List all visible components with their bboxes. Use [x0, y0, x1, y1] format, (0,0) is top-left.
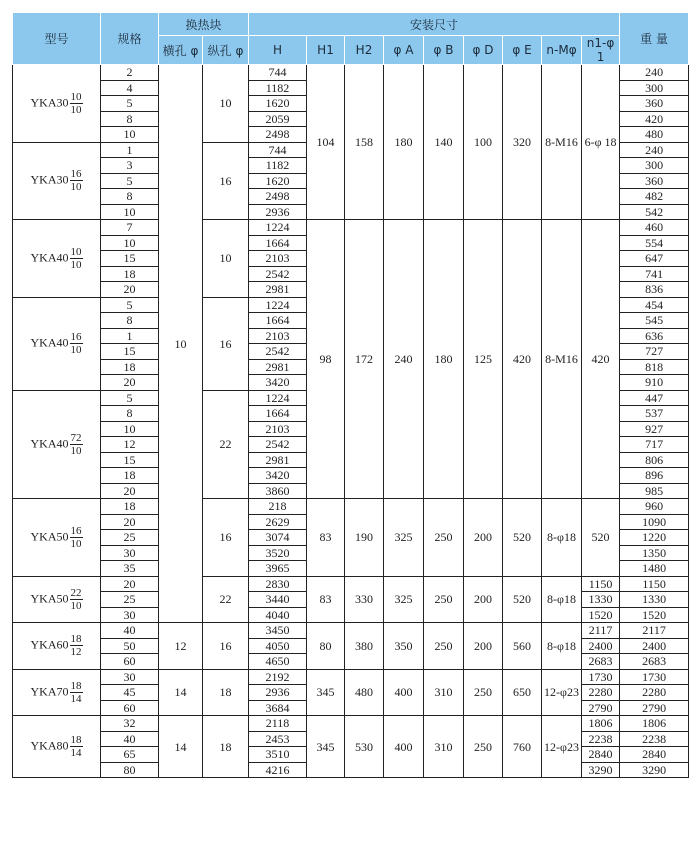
- fraction-numerator: 18: [70, 679, 82, 692]
- nM-cell: 8-M16: [542, 65, 582, 220]
- horiz-hole-cell: 14: [159, 716, 203, 778]
- weight-cell: 2280: [620, 685, 689, 701]
- model-fraction: [70, 168, 83, 193]
- h-cell: 1182: [249, 158, 307, 174]
- spec-cell: 30: [101, 545, 159, 561]
- n1-cell: 2117: [582, 623, 620, 639]
- h-cell: 4216: [249, 762, 307, 778]
- spec-cell: 35: [101, 561, 159, 577]
- phiA-cell: 325: [384, 576, 424, 623]
- spec-cell: 8: [101, 406, 159, 422]
- model-fraction: [70, 331, 83, 356]
- model-fraction: [70, 587, 83, 612]
- h-cell: 4040: [249, 607, 307, 623]
- table-row: [13, 623, 689, 639]
- h-cell: 1620: [249, 173, 307, 189]
- model-base: YKA70: [30, 684, 69, 698]
- horiz-hole-cell: 12: [159, 623, 203, 670]
- model-name: [13, 220, 101, 298]
- weight-cell: 554: [620, 235, 689, 251]
- weight-cell: 985: [620, 483, 689, 499]
- h-cell: 2453: [249, 731, 307, 747]
- weight-cell: 960: [620, 499, 689, 515]
- spec-cell: 10: [101, 127, 159, 143]
- weight-cell: 300: [620, 158, 689, 174]
- h-cell: 3074: [249, 530, 307, 546]
- weight-cell: 2117: [620, 623, 689, 639]
- spec-cell: 2: [101, 65, 159, 81]
- h-cell: 1664: [249, 235, 307, 251]
- model-base: YKA80: [30, 738, 69, 753]
- phiB-cell: 250: [424, 499, 464, 577]
- header-phiA: φ A: [384, 36, 424, 65]
- weight-cell: 717: [620, 437, 689, 453]
- spec-cell: 10: [101, 204, 159, 220]
- weight-cell: 2840: [620, 747, 689, 763]
- vert-hole-cell: 16: [203, 623, 249, 670]
- table-body: [13, 65, 689, 778]
- model-base: YKA40: [30, 335, 69, 350]
- weight-cell: 542: [620, 204, 689, 220]
- h-cell: 1224: [249, 297, 307, 313]
- nM-cell: 8-φ18: [542, 499, 582, 577]
- h-cell: 3510: [249, 747, 307, 763]
- h-cell: 2059: [249, 111, 307, 127]
- header-model: 型号: [13, 13, 101, 65]
- weight-cell: 447: [620, 390, 689, 406]
- spec-cell: 1: [101, 328, 159, 344]
- model-base: YKA30: [30, 95, 69, 109]
- fraction-numerator: 72: [70, 431, 82, 444]
- h-cell: 3965: [249, 561, 307, 577]
- spec-cell: 20: [101, 576, 159, 592]
- h-cell: 2981: [249, 359, 307, 375]
- h-cell: 2103: [249, 421, 307, 437]
- fraction-denominator: 10: [70, 599, 82, 612]
- h1-cell: 104: [307, 65, 345, 220]
- spec-cell: 45: [101, 685, 159, 701]
- spec-cell: 60: [101, 700, 159, 716]
- fraction-numerator: 16: [70, 524, 82, 537]
- fraction-numerator: 18: [70, 633, 82, 646]
- spec-cell: 12: [101, 437, 159, 453]
- phiA-cell: 400: [384, 669, 424, 716]
- phiE-cell: 420: [503, 220, 542, 499]
- model-name: [13, 390, 101, 499]
- header-phiE: φ E: [503, 36, 542, 65]
- h2-cell: 480: [345, 669, 384, 716]
- vert-hole-cell: 22: [203, 576, 249, 623]
- n1-cell: 1150: [582, 576, 620, 592]
- vert-hole-cell: 16: [203, 297, 249, 390]
- nM-cell: 8-φ18: [542, 576, 582, 623]
- h-cell: 3440: [249, 592, 307, 608]
- weight-cell: 1090: [620, 514, 689, 530]
- h-cell: 2103: [249, 251, 307, 267]
- h-cell: 2830: [249, 576, 307, 592]
- phiB-cell: 250: [424, 623, 464, 670]
- phiA-cell: 240: [384, 220, 424, 499]
- weight-cell: 896: [620, 468, 689, 484]
- h1-cell: 345: [307, 669, 345, 716]
- spec-cell: 65: [101, 747, 159, 763]
- spec-cell: 20: [101, 514, 159, 530]
- weight-cell: 454: [620, 297, 689, 313]
- header-phiD: φ D: [464, 36, 503, 65]
- model-fraction: [70, 525, 83, 550]
- header-horiz-hole: 横孔 φ: [159, 36, 203, 65]
- h-cell: 1182: [249, 80, 307, 96]
- weight-cell: 537: [620, 406, 689, 422]
- weight-cell: 2790: [620, 700, 689, 716]
- model-name: [13, 499, 101, 577]
- spec-cell: 40: [101, 623, 159, 639]
- weight-cell: 806: [620, 452, 689, 468]
- weight-cell: 647: [620, 251, 689, 267]
- h2-cell: 158: [345, 65, 384, 220]
- h-cell: 1664: [249, 406, 307, 422]
- spec-cell: 18: [101, 499, 159, 515]
- fraction-denominator: 10: [70, 181, 82, 194]
- h-cell: 2629: [249, 514, 307, 530]
- weight-cell: 927: [620, 421, 689, 437]
- h-cell: 3520: [249, 545, 307, 561]
- fraction-denominator: 12: [70, 646, 82, 659]
- spec-cell: 15: [101, 344, 159, 360]
- phiB-cell: 250: [424, 576, 464, 623]
- fraction-denominator: 10: [70, 444, 82, 457]
- phiA-cell: 350: [384, 623, 424, 670]
- h-cell: 3420: [249, 468, 307, 484]
- header-phiB: φ B: [424, 36, 464, 65]
- spec-cell: 3: [101, 158, 159, 174]
- fraction-denominator: 14: [70, 692, 82, 705]
- h1-cell: 345: [307, 716, 345, 778]
- h-cell: 3684: [249, 700, 307, 716]
- model-base: YKA30: [30, 172, 69, 187]
- spec-table: [12, 12, 689, 778]
- model-fraction: [70, 432, 83, 457]
- spec-cell: 1: [101, 142, 159, 158]
- model-name: [13, 65, 101, 143]
- h-cell: 1224: [249, 220, 307, 236]
- phiD-cell: 250: [464, 716, 503, 778]
- model-fraction: [70, 91, 83, 116]
- phiD-cell: 250: [464, 669, 503, 716]
- fraction-numerator: 22: [70, 586, 82, 599]
- n1-cell: 2238: [582, 731, 620, 747]
- weight-cell: 3290: [620, 762, 689, 778]
- spec-cell: 18: [101, 266, 159, 282]
- model-base: YKA60: [30, 637, 69, 652]
- spec-cell: 18: [101, 359, 159, 375]
- vert-hole-cell: 16: [203, 499, 249, 577]
- h-cell: 744: [249, 65, 307, 81]
- spec-cell: 60: [101, 654, 159, 670]
- phiE-cell: 520: [503, 499, 542, 577]
- weight-cell: 460: [620, 220, 689, 236]
- weight-cell: 1220: [620, 530, 689, 546]
- h-cell: 2542: [249, 266, 307, 282]
- weight-cell: 360: [620, 173, 689, 189]
- weight-cell: 300: [620, 80, 689, 96]
- n1-cell: 1520: [582, 607, 620, 623]
- weight-cell: 545: [620, 313, 689, 329]
- spec-cell: 18: [101, 468, 159, 484]
- spec-cell: 8: [101, 189, 159, 205]
- spec-cell: 40: [101, 731, 159, 747]
- phiD-cell: 200: [464, 623, 503, 670]
- model-fraction: [70, 734, 83, 759]
- weight-cell: 818: [620, 359, 689, 375]
- model-name: [13, 576, 101, 623]
- header-install-dims: 安装尺寸: [249, 13, 620, 36]
- weight-cell: 420: [620, 111, 689, 127]
- n1-cell: 6-φ 18: [582, 65, 620, 220]
- h2-cell: 380: [345, 623, 384, 670]
- model-fraction: [70, 680, 83, 705]
- h-cell: 3420: [249, 375, 307, 391]
- fraction-denominator: 14: [70, 747, 82, 759]
- h1-cell: 98: [307, 220, 345, 499]
- spec-cell: 20: [101, 375, 159, 391]
- header-H: H: [249, 36, 307, 65]
- spec-cell: 5: [101, 297, 159, 313]
- weight-cell: 741: [620, 266, 689, 282]
- weight-cell: 1480: [620, 561, 689, 577]
- weight-cell: 1350: [620, 545, 689, 561]
- spec-cell: 25: [101, 592, 159, 608]
- fraction-numerator: 18: [70, 734, 82, 746]
- vert-hole-cell: 18: [203, 669, 249, 716]
- nM-cell: 12-φ23: [542, 716, 582, 778]
- weight-cell: 2683: [620, 654, 689, 670]
- weight-cell: 480: [620, 127, 689, 143]
- h1-cell: 83: [307, 499, 345, 577]
- spec-cell: 4: [101, 80, 159, 96]
- phiB-cell: 140: [424, 65, 464, 220]
- model-name: [13, 669, 101, 716]
- n1-cell: 2790: [582, 700, 620, 716]
- spec-table-container: [12, 12, 688, 778]
- weight-cell: 1806: [620, 716, 689, 732]
- spec-cell: 15: [101, 251, 159, 267]
- n1-cell: 2840: [582, 747, 620, 763]
- phiD-cell: 200: [464, 499, 503, 577]
- h-cell: 2498: [249, 127, 307, 143]
- spec-cell: 25: [101, 530, 159, 546]
- model-fraction: [70, 633, 83, 658]
- model-fraction: [70, 246, 83, 271]
- n1-cell: 2400: [582, 638, 620, 654]
- h-cell: 2103: [249, 328, 307, 344]
- spec-cell: 15: [101, 452, 159, 468]
- n1-cell: 3290: [582, 762, 620, 778]
- phiD-cell: 125: [464, 220, 503, 499]
- vert-hole-cell: 18: [203, 716, 249, 778]
- h-cell: 4050: [249, 638, 307, 654]
- n1-cell: 420: [582, 220, 620, 499]
- fraction-denominator: 10: [70, 258, 82, 271]
- table-row: [13, 220, 689, 236]
- spec-cell: 50: [101, 638, 159, 654]
- h-cell: 2981: [249, 282, 307, 298]
- header-spec: 规格: [101, 13, 159, 65]
- model-name: [13, 297, 101, 390]
- h-cell: 1224: [249, 390, 307, 406]
- phiD-cell: 200: [464, 576, 503, 623]
- weight-cell: 240: [620, 142, 689, 158]
- h-cell: 3860: [249, 483, 307, 499]
- weight-cell: 836: [620, 282, 689, 298]
- spec-cell: 5: [101, 173, 159, 189]
- n1-cell: 1806: [582, 716, 620, 732]
- h-cell: 2542: [249, 344, 307, 360]
- table-row: [13, 669, 689, 685]
- phiB-cell: 180: [424, 220, 464, 499]
- weight-cell: 482: [620, 189, 689, 205]
- weight-cell: 360: [620, 96, 689, 112]
- h2-cell: 330: [345, 576, 384, 623]
- h-cell: 1620: [249, 96, 307, 112]
- h2-cell: 172: [345, 220, 384, 499]
- spec-cell: 5: [101, 96, 159, 112]
- weight-cell: 240: [620, 65, 689, 81]
- phiE-cell: 560: [503, 623, 542, 670]
- model-base: YKA50: [30, 529, 69, 543]
- weight-cell: 2238: [620, 731, 689, 747]
- h1-cell: 83: [307, 576, 345, 623]
- phiE-cell: 650: [503, 669, 542, 716]
- model-name: [13, 623, 101, 670]
- spec-cell: 10: [101, 421, 159, 437]
- weight-cell: 636: [620, 328, 689, 344]
- spec-cell: 30: [101, 669, 159, 685]
- vert-hole-cell: 10: [203, 220, 249, 298]
- weight-cell: 1330: [620, 592, 689, 608]
- fraction-numerator: 16: [70, 331, 82, 343]
- spec-cell: 10: [101, 235, 159, 251]
- table-row: [13, 716, 689, 732]
- weight-cell: 1150: [620, 576, 689, 592]
- weight-cell: 910: [620, 375, 689, 391]
- h-cell: 2936: [249, 685, 307, 701]
- phiB-cell: 310: [424, 669, 464, 716]
- h2-cell: 530: [345, 716, 384, 778]
- weight-cell: 2400: [620, 638, 689, 654]
- h-cell: 3450: [249, 623, 307, 639]
- vert-hole-cell: 10: [203, 65, 249, 143]
- spec-cell: 8: [101, 313, 159, 329]
- h-cell: 2542: [249, 437, 307, 453]
- h-cell: 2118: [249, 716, 307, 732]
- spec-cell: 80: [101, 762, 159, 778]
- nM-cell: 8-φ18: [542, 623, 582, 670]
- table-row: [13, 499, 689, 515]
- phiE-cell: 760: [503, 716, 542, 778]
- h-cell: 4650: [249, 654, 307, 670]
- spec-cell: 8: [101, 111, 159, 127]
- phiA-cell: 325: [384, 499, 424, 577]
- phiD-cell: 100: [464, 65, 503, 220]
- fraction-denominator: 10: [70, 103, 82, 116]
- spec-cell: 5: [101, 390, 159, 406]
- n1-cell: 2683: [582, 654, 620, 670]
- h-cell: 218: [249, 499, 307, 515]
- phiA-cell: 180: [384, 65, 424, 220]
- h-cell: 1664: [249, 313, 307, 329]
- model-base: YKA40: [30, 436, 69, 450]
- spec-cell: 20: [101, 282, 159, 298]
- spec-cell: 7: [101, 220, 159, 236]
- n1-cell: 1330: [582, 592, 620, 608]
- weight-cell: 727: [620, 344, 689, 360]
- n1-cell: 520: [582, 499, 620, 577]
- model-name: [13, 716, 101, 778]
- model-base: YKA40: [30, 250, 69, 264]
- n1-cell: 1730: [582, 669, 620, 685]
- vert-hole-cell: 22: [203, 390, 249, 499]
- fraction-numerator: 10: [70, 90, 82, 103]
- header-heat-block: 换热块: [159, 13, 249, 36]
- h-cell: 2192: [249, 669, 307, 685]
- phiA-cell: 400: [384, 716, 424, 778]
- phiB-cell: 310: [424, 716, 464, 778]
- h-cell: 2498: [249, 189, 307, 205]
- nM-cell: 12-φ23: [542, 669, 582, 716]
- spec-cell: 30: [101, 607, 159, 623]
- h2-cell: 190: [345, 499, 384, 577]
- horiz-hole-cell: 14: [159, 669, 203, 716]
- header-H2: H2: [345, 36, 384, 65]
- h1-cell: 80: [307, 623, 345, 670]
- phiE-cell: 320: [503, 65, 542, 220]
- header-n1: n1-φ 1: [582, 36, 620, 65]
- weight-cell: 1520: [620, 607, 689, 623]
- spec-cell: 32: [101, 716, 159, 732]
- fraction-numerator: 16: [70, 168, 82, 181]
- header-nM: n-Mφ: [542, 36, 582, 65]
- header-weight: 重 量: [620, 13, 689, 65]
- fraction-denominator: 10: [70, 537, 82, 550]
- h-cell: 2936: [249, 204, 307, 220]
- weight-cell: 1730: [620, 669, 689, 685]
- header-vert-hole: 纵孔 φ: [203, 36, 249, 65]
- horiz-hole-cell: 10: [159, 65, 203, 623]
- model-base: YKA50: [30, 591, 69, 605]
- nM-cell: 8-M16: [542, 220, 582, 499]
- spec-cell: 20: [101, 483, 159, 499]
- h-cell: 744: [249, 142, 307, 158]
- header-H1: H1: [307, 36, 345, 65]
- table-row: [13, 65, 689, 81]
- phiE-cell: 520: [503, 576, 542, 623]
- table-row: [13, 576, 689, 592]
- h-cell: 2981: [249, 452, 307, 468]
- model-name: [13, 142, 101, 220]
- fraction-denominator: 10: [70, 344, 82, 356]
- n1-cell: 2280: [582, 685, 620, 701]
- table-header: [13, 13, 689, 65]
- vert-hole-cell: 16: [203, 142, 249, 220]
- fraction-numerator: 10: [70, 245, 82, 258]
